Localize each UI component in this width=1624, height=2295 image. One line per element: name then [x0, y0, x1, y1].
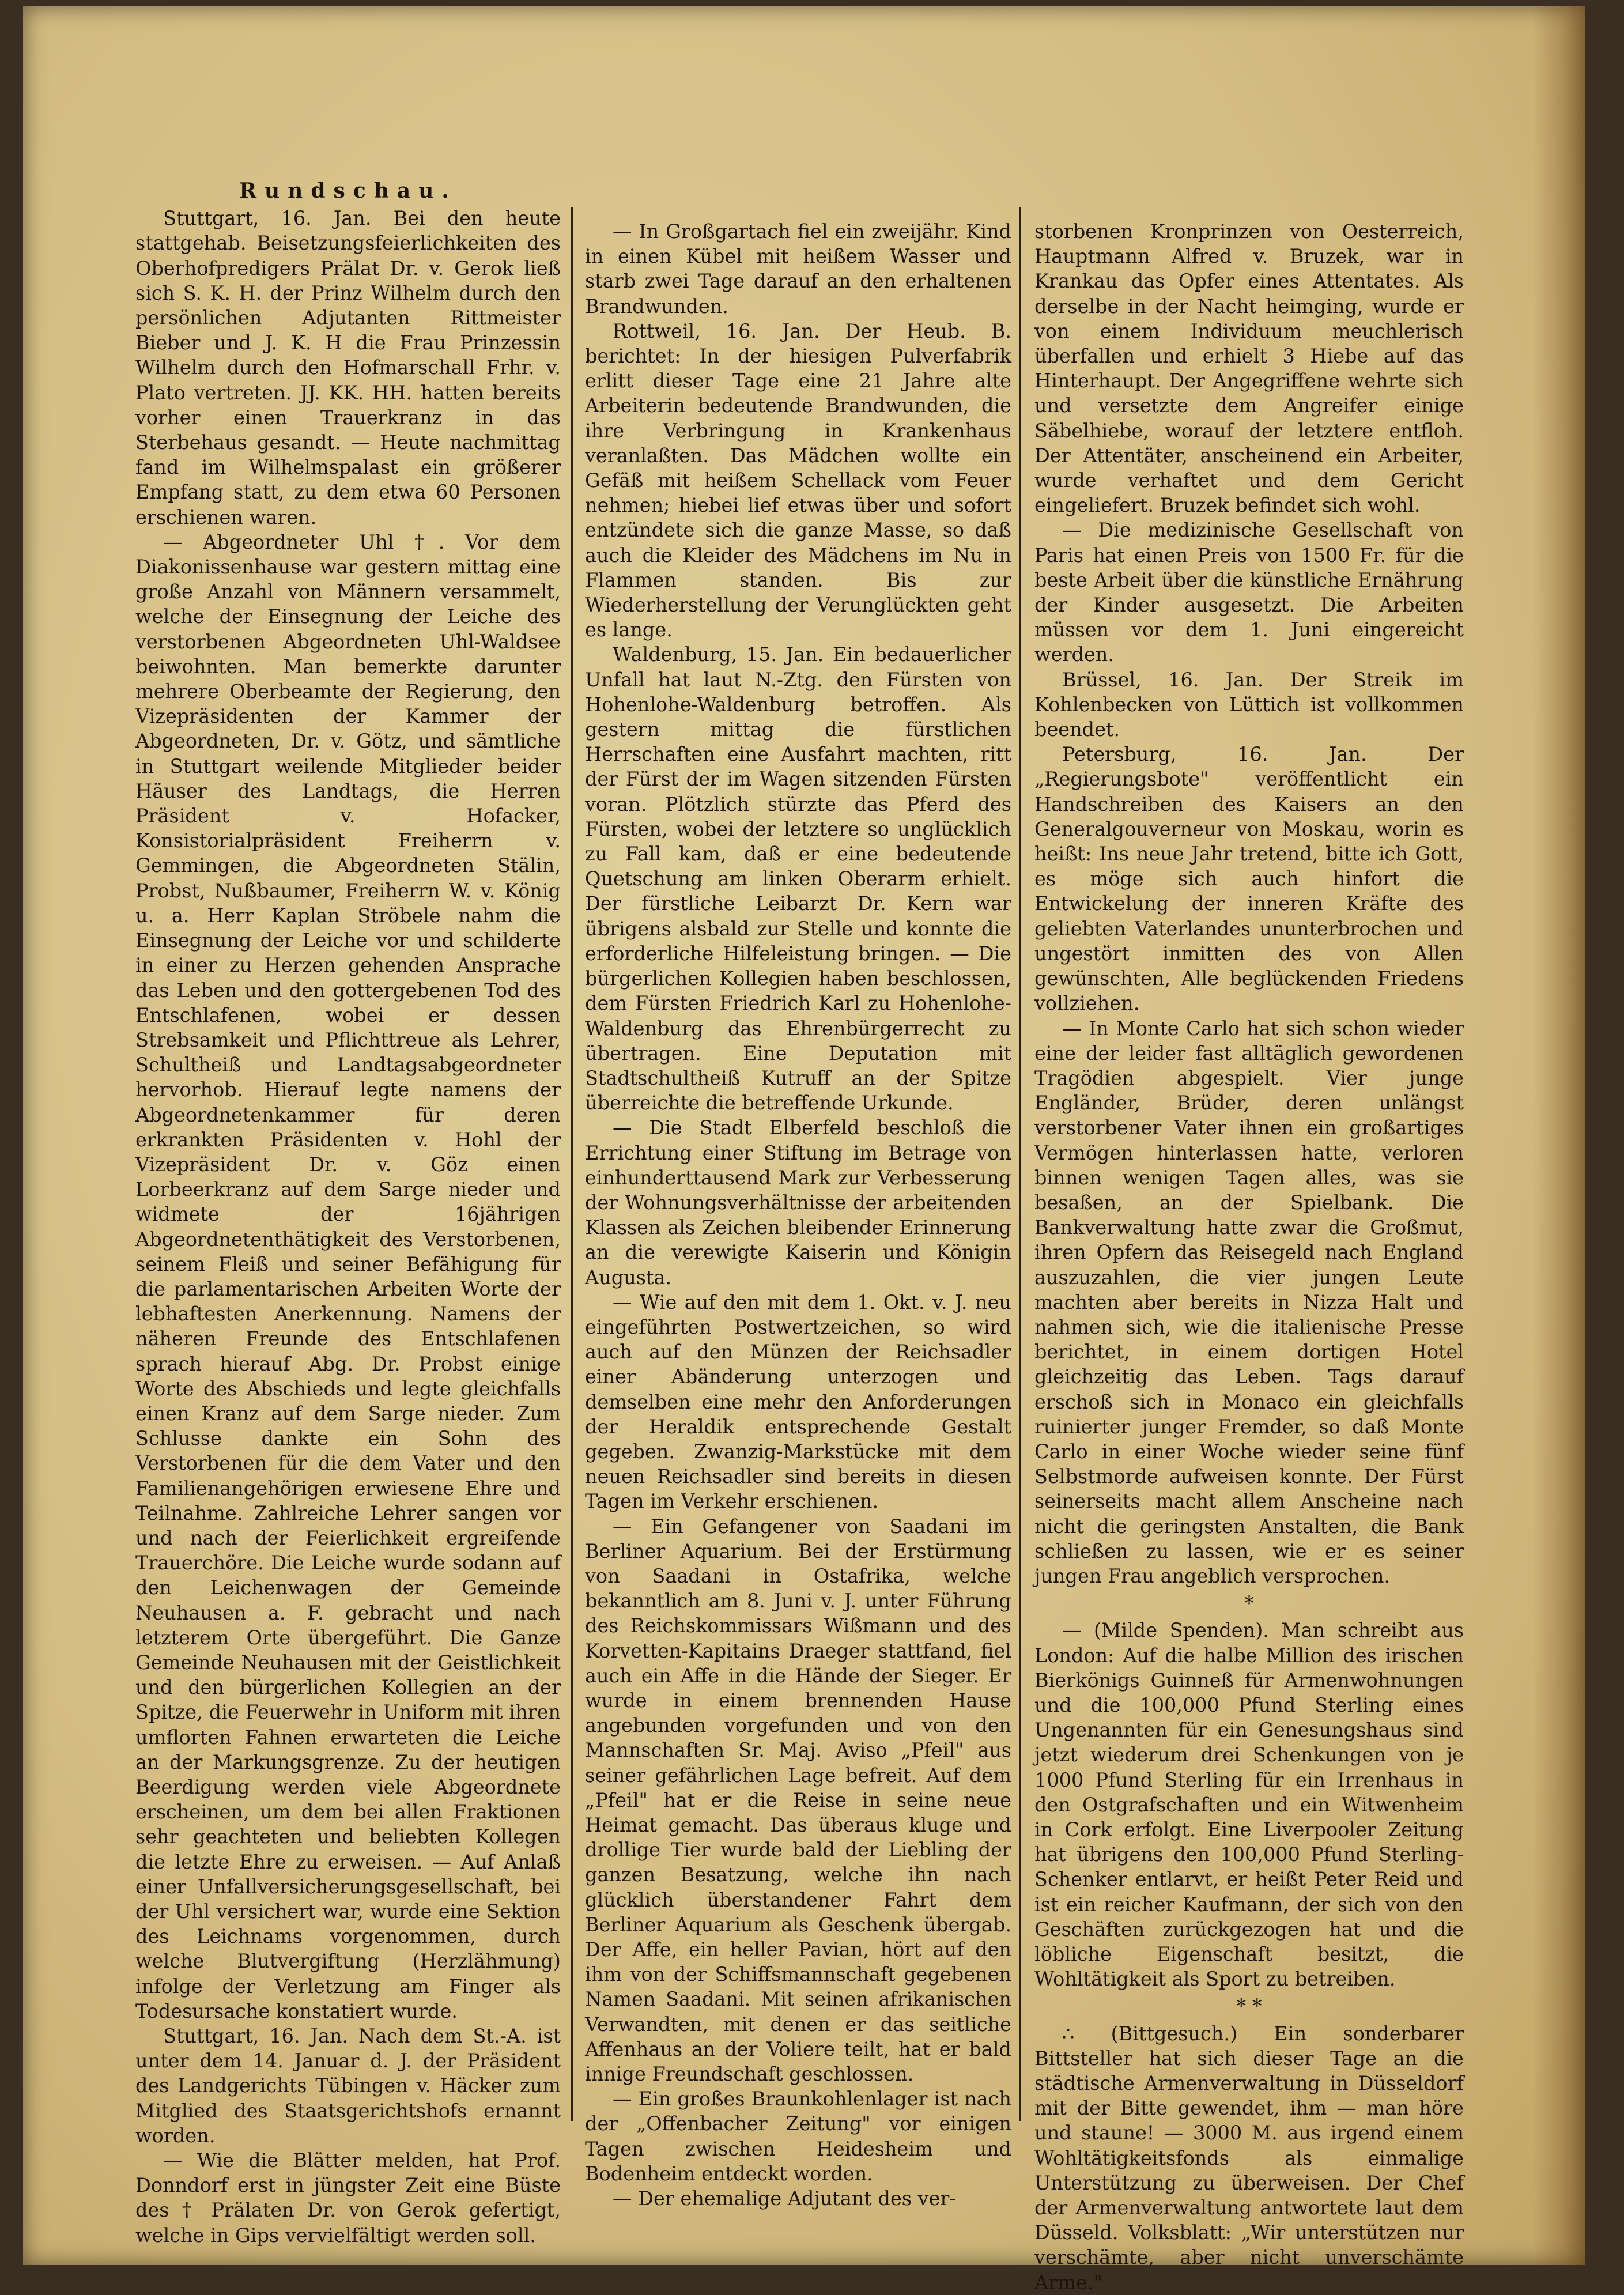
article-monte-carlo: — In Monte Carlo hat sich schon wieder eine der leider fast alltäglich gewordenen Tragödien abgespielt. Vier junge Engländer, Brüder, deren unlängst verstorbener Vater ihnen ein großartiges Vermögen hinterlassen hatte, verloren binnen wenigen Tagen alles, was sie besaßen, an der Spielbank. Die Bankverwaltung hatte zwar die Großmut, ihren Opfern das Reisegeld nach England auszuzahlen, die vier jungen Leute machten aber bereits in Nizza Halt und nahmen sich, wie die italienische Presse berichtet, in einem dortigen Hotel gleichzeitig das Leben. Tags darauf erschoß sich in Monaco ein gleichfalls ruinierter junger Fremder, so daß Monte Carlo in einer Woche wieder seine fünf Selbstmorde aufweisen konnte. Der Fürst seinerseits macht allem Anscheine nach nicht die geringsten Anstalten, die Bank schließen zu lassen, wie er es seiner jungen Frau angeblich versprochen.: [1034, 1017, 1464, 1587]
separator-asterisk: *: [1244, 1592, 1254, 1615]
separator-asterisk: * *: [1236, 1995, 1262, 2018]
column-2: [585, 219, 1011, 2210]
article-adjutant-start: — Der ehemalige Adjutant des ver-: [613, 2187, 956, 2210]
article-paris-preis: — Die medizinische Gesellschaft von Paris hat einen Preis von 1500 Fr. für die beste Arbeit über die künstliche Ernährung der Kinder ausgesetzt. Die Arbeiten müssen vor dem 1. Juni eingereicht werden.: [1034, 519, 1464, 666]
section-heading: Rundschau.: [239, 179, 457, 203]
column-rule: [1019, 207, 1021, 2121]
article-waldenburg: Waldenburg, 15. Jan. Ein bedauerlicher Unfall hat laut N.-Ztg. den Fürsten von Hohenlohe-Waldenburg betroffen. Als gestern mittag die fürstlichen Herrschaften eine Ausfahrt machten, ritt der Fürst der im Wagen sitzenden Fürsten voran. Plötzlich stürzte das Pferd des Fürsten, wobei der letztere so unglücklich zu Fall kam, daß er eine bedeutende Quetschung am linken Oberarm erhielt. Der fürstliche Leibarzt Dr. Kern war übrigens alsbald zur Stelle und konnte die erforderliche Hilfeleistung bringen. — Die bürgerlichen Kollegien haben beschlossen, dem Fürsten Friedrich Karl zu Hohenlohe-Waldenburg das Ehrenbürgerrecht zu übertragen. Eine Deputation mit Stadtschultheiß Kutruff an der Spitze überreichte die betreffende Urkunde.: [585, 643, 1011, 1115]
article-elberfeld: — Die Stadt Elberfeld beschloß die Errichtung einer Stiftung im Betrage von einhunderttausend Mark zur Verbesserung der Wohnungsverhältnisse der arbeitenden Klassen als Zeichen bleibender Erinnerung an die verewigte Kaiserin und Königin Augusta.: [585, 1116, 1011, 1289]
article-reichsadler: — Wie auf den mit dem 1. Okt. v. J. neu eingeführten Postwertzeichen, so wird auch auf den Münzen der Reichsadler einer Abänderung unterzogen und demselben eine mehr den Anforderungen der Heraldik entsprechende Gestalt gegeben. Zwanzig-Markstücke mit dem neuen Reichsadler sind bereits in diesen Tagen im Verkehr erschienen.: [585, 1290, 1011, 1513]
article-donndorf-bueste: — Wie die Blätter melden, hat Prof. Donndorf erst in jüngster Zeit eine Büste des † Prälaten Dr. von Gerok gefertigt, welche in Gips vervielfältigt werden soll.: [135, 2149, 561, 2247]
newspaper-page: [23, 6, 1585, 2294]
page-edge-shadow: [1533, 6, 1585, 2265]
article-petersburg: Petersburg, 16. Jan. Der „Regierungsbote" veröffentlicht ein Handschreiben des Kaisers an den Generalgouverneur von Moskau, worin es heißt: Ins neue Jahr tretend, bitte ich Gott, es möge sich auch hinfort die Entwickelung der inneren Kräfte des geliebten Vaterlandes ununterbrochen und ungestört inmitten des von Allen gewünschten, Alle beglückenden Friedens vollziehen.: [1034, 743, 1464, 1015]
article-stuttgart-haecker: Stuttgart, 16. Jan. Nach dem St.-A. ist unter dem 14. Januar d. J. der Präsident des Landgerichts Tübingen v. Häcker zum Mitglied des Staatsgerichtshofs ernannt worden.: [135, 2025, 561, 2147]
article-abgeordneter-uhl: — Abgeordneter Uhl †. Vor dem Diakonissenhause war gestern mittag eine große Anzahl von Männern versammelt, welche der Einsegnung der Leiche des verstorbenen Abgeordneten Uhl-Waldsee beiwohnten. Man bemerkte darunter mehrere Oberbeamte der Regierung, den Vizepräsidenten der Kammer der Abgeordneten, Dr. v. Götz, und sämtliche in Stuttgart weilende Mitglieder beider Häuser des Landtags, die Herren Präsident v. Hofacker, Konsistorialpräsident Freiherrn v. Gemmingen, die Abgeordneten Stälin, Probst, Nußbaumer, Freiherrn W. v. König u. a. Herr Kaplan Ströbele nahm die Einsegnung der Leiche vor und schilderte in einer zu Herzen gehenden Ansprache das Leben und den gottergebenen Tod des Entschlafenen, wobei er dessen Strebsamkeit und Pflichttreue als Lehrer, Schultheiß und Landtagsabgeordneter hervorhob. Hierauf legte namens der Abgeordnetenkammer für deren erkrankten Präsidenten v. Hohl der Vizepräsident Dr. v. Göz einen Lorbeerkranz auf dem Sarge nieder und widmete der 16jährigen Abgeordnetenthätigkeit des Verstorbenen, seinem Fleiß und seiner Befähigung für die parlamentarischen Arbeiten Worte der lebhaftesten Anerkennung. Namens der näheren Freunde des Entschlafenen sprach hierauf Abg. Dr. Probst einige Worte des Abschieds und legte gleichfalls einen Kranz auf dem Sarge nieder. Zum Schlusse dankte ein Sohn des Verstorbenen für die dem Vater und den Familienangehörigen erwiesene Ehre und Teilnahme. Zahlreiche Lehrer sangen vor und nach der Feierlichkeit ergreifende Trauerchöre. Die Leiche wurde sodann auf den Leichenwagen der Gemeinde Neuhausen a. F. gebracht und nach letzterem Orte übergeführt. Die Ganze Gemeinde Neuhausen mit der Geistlichkeit und den bürgerlichen Kollegien an der Spitze, die Feuerwehr in Uniform mit ihren umflorten Fahnen erwarteten die Leiche an der Markungsgrenze. Zu der heutigen Beerdigung werden viele Abgeordnete erscheinen, um dem bei allen Fraktionen sehr geachteten und beliebten Kollegen die letzte Ehre zu erweisen. — Auf Anlaß einer Unfallversicherungsgesellschaft, bei der Uhl versichert war, wurde eine Sektion des Leichnams vorgenommen, durch welche Blutvergiftung (Herzlähmung) infolge der Verletzung am Finger als Todesursache konstatiert wurde.: [135, 530, 561, 2022]
article-braunkohlenlager: — Ein großes Braunkohlenlager ist nach der „Offenbacher Zeitung" vor einigen Tagen zwischen Heidesheim und Bodenheim entdeckt worden.: [585, 2088, 1011, 2185]
article-bruessel: Brüssel, 16. Jan. Der Streik im Kohlenbecken von Lüttich ist vollkommen beendet.: [1034, 668, 1464, 741]
article-saadani: — Ein Gefangener von Saadani im Berliner Aquarium. Bei der Erstürmung von Saadani in Ostafrika, welche bekanntlich am 8. Juni v. J. unter Führung des Reichskommissars Wißmann und des Korvetten-Kapitains Draeger stattfand, fiel auch ein Affe in die Hände der Sieger. Er wurde in einem brennenden Hause angebunden vorgefunden und von den Mannschaften Sr. Maj. Aviso „Pfeil" aus seiner gefährlichen Lage befreit. Auf dem „Pfeil" hat er die Reise in seine neue Heimat gemacht. Das überaus kluge und drollige Tier wurde bald der Liebling der ganzen Besatzung, welche ihn nach glücklich überstandener Fahrt dem Berliner Aquarium als Geschenk übergab. Der Affe, ein heller Pavian, hört auf den ihm von der Schiffsmannschaft gegebenen Namen Saadani. Mit seinen afrikanischen Verwandten, mit denen er das seitliche Affenhaus an der Voliere teilt, hat er bald innige Freundschaft geschlossen.: [585, 1515, 1011, 2086]
column-1: [135, 179, 561, 2247]
column-rule: [571, 207, 573, 2121]
article-adjutant-cont: storbenen Kronprinzen von Oesterreich, Hauptmann Alfred v. Bruzek, war in Krankau das Opfer eines Attentates. Als derselbe in der Nacht heimging, wurde er von einem Individuum meuchlerisch überfallen und erhielt 3 Hiebe auf das Hinterhaupt. Der Angegriffene wehrte sich und versetzte dem Angreifer einige Säbelhiebe, worauf der letztere entfloh. Der Attentäter, anscheinend ein Arbeiter, wurde verhaftet und dem Gericht eingeliefert. Bruzek befindet sich wohl.: [1034, 220, 1464, 517]
article-milde-spenden: — (Milde Spenden). Man schreibt aus London: Auf die halbe Million des irischen Bierkönigs Guinneß für Armenwohnungen und die 100,000 Pfund Sterling eines Ungenannten für ein Genesungshaus sind jetzt wiederum drei Schenkungen von je 1000 Pfund Sterling für ein Irrenhaus in den Ostgrafschaften und ein Witwenheim in Cork erfolgt. Eine Liverpooler Zeitung hat übrigens den 100,000 Pfund Sterling-Schenker entlarvt, er heißt Peter Reid und ist ein reicher Kaufmann, der sich von den Geschäften zurückgezogen hat und die löbliche Eigenschaft besitzt, die Wohltätigkeit als Sport zu betreiben.: [1034, 1619, 1464, 1991]
article-rottweil: Rottweil, 16. Jan. Der Heub. B. berichtet: In der hiesigen Pulverfabrik erlitt dieser Tage eine 21 Jahre alte Arbeiterin bedeutende Brandwunden, die ihre Verbringung in Krankenhaus veranlaßten. Das Mädchen wollte ein Gefäß mit heißem Schellack vom Feuer nehmen; hiebei lief etwas über und sofort entzündete sich die ganze Masse, so daß auch die Kleider des Mädchens im Nu in Flammen standen. Bis zur Wiederherstellung der Verunglückten geht es lange.: [585, 319, 1011, 641]
column-3: [1034, 219, 1464, 2294]
article-grossgartach: — In Großgartach fiel ein zweijähr. Kind in einen Kübel mit heißem Wasser und starb zwei Tage darauf an den erhaltenen Brandwunden.: [585, 220, 1011, 318]
article-bittgesuch: ∴ (Bittgesuch.) Ein sonderbarer Bittsteller hat sich dieser Tage an die städtische Armenverwaltung in Düsseldorf mit der Bitte gewendet, ihm — man höre und staune! — 3000 M. aus irgend einem Wohltätigkeitsfonds als einmalige Unterstützung zu überweisen. Der Chef der Armenverwaltung antwortete laut dem Düsseld. Volksblatt: „Wir unterstützen nur verschämte, aber nicht unverschämte Arme.": [1034, 2022, 1464, 2294]
article-stuttgart-gerok: Stuttgart, 16. Jan. Bei den heute stattgehab. Beisetzungsfeierlichkeiten des Oberhofpredigers Prälat Dr. v. Gerok ließ sich S. K. H. der Prinz Wilhelm durch den persönlichen Adjutanten Rittmeister Bieber und J. K. H die Frau Prinzessin Wilhelm durch den Hofmarschall Frhr. v. Plato vertreten. JJ. KK. HH. hatten bereits vorher einen Trauerkranz in das Sterbehaus gesandt. — Heute nachmittag fand im Wilhelmspalast ein größerer Empfang statt, zu dem etwa 60 Personen erschienen waren.: [135, 207, 561, 529]
